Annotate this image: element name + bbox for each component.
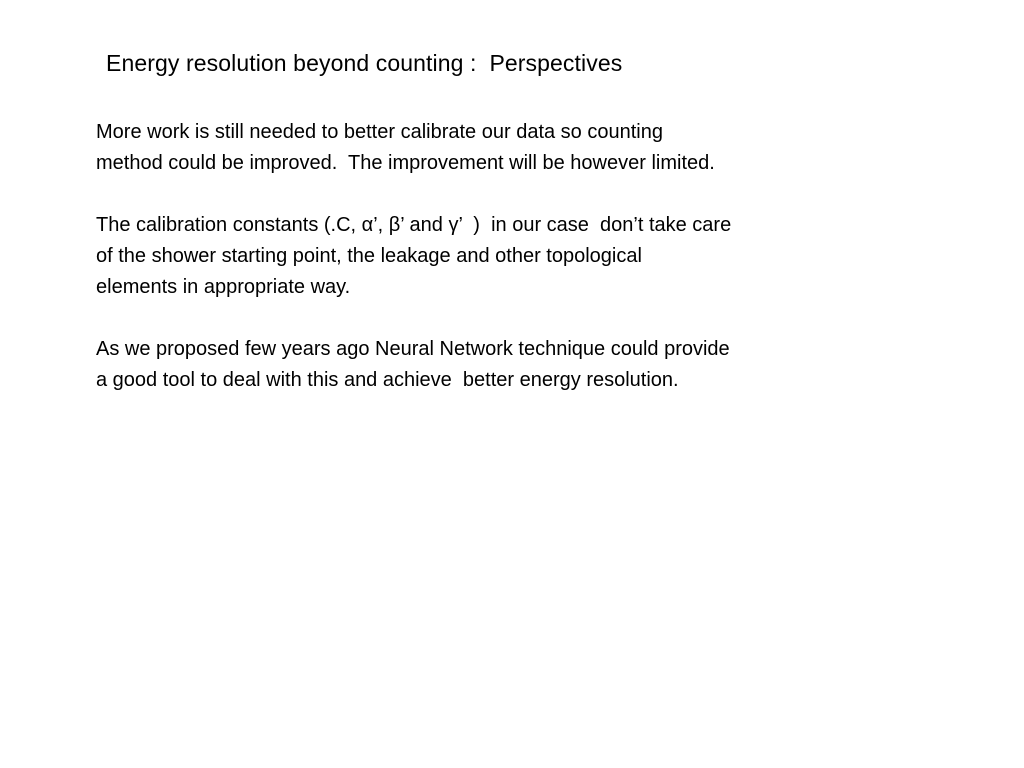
paragraph-line: method could be improved. The improvement will be however limited. [96,152,715,174]
slide-title: Energy resolution beyond counting : Perspectives [106,50,623,76]
slide-body [96,117,876,427]
paragraph-line: More work is still needed to better calibrate our data so counting [96,121,663,143]
paragraph-line: a good tool to deal with this and achieve better energy resolution. [96,369,679,391]
paragraph-line: As we proposed few years ago Neural Network technique could provide [96,338,730,360]
paragraph-neural-network [96,334,876,396]
paragraph-line: of the shower starting point, the leakage and other topological [96,245,642,267]
paragraph-line: The calibration constants (.C, α’, β’ and γ’ ) in our case don’t take care [96,214,732,236]
paragraph-calibration-constants [96,210,876,303]
paragraph-counting-method [96,117,876,179]
paragraph-line: elements in appropriate way. [96,276,351,298]
